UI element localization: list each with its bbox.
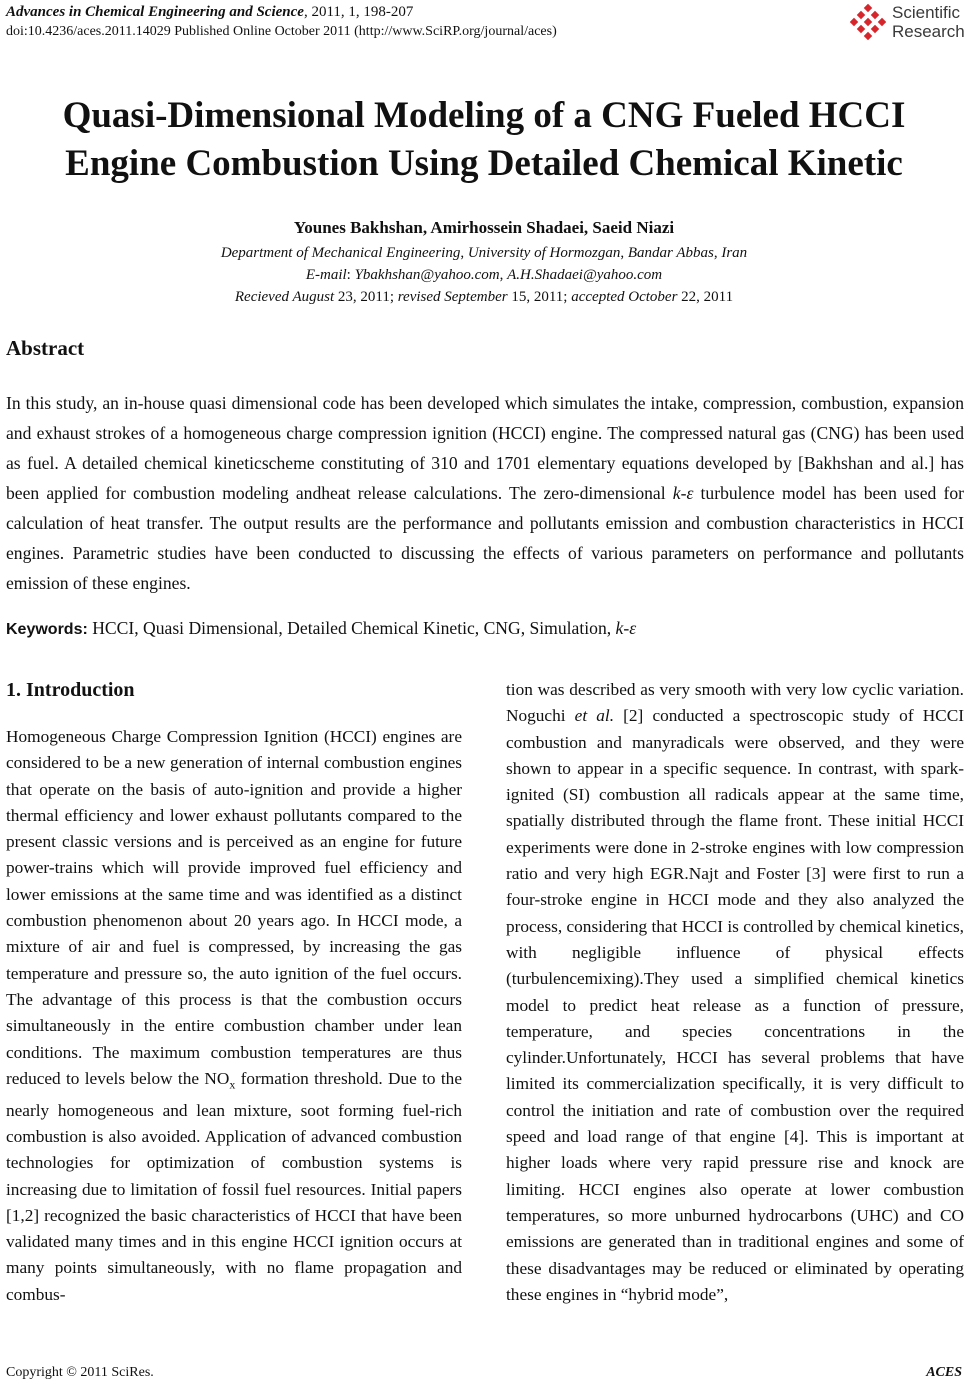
email-line: E-mail: Ybakhshan@yahoo.com, A.H.Shadaei@yahoo.com [305, 267, 663, 283]
keywords [6, 618, 636, 639]
scirp-logo-icon [850, 4, 886, 40]
doi-line: doi:10.4236/aces.2011.14029 Published Online October 2011 (http://www.SciRP.org/journal/aces) [6, 24, 557, 39]
intro-right-text-1: tion was described as very smooth with very low cyclic variation. Noguchi [506, 680, 964, 726]
email-1: Ybakhshan@yahoo.com [354, 267, 500, 283]
accepted-label: accepted October [571, 289, 678, 305]
logo-line-2: Research [892, 22, 965, 41]
abstract-text-2: turbulence model has been used for calculation of heat transfer. The output results are the performance and pollutants emission and combustion characteristics in HCCI engines. Parametric studies have been conducted to discussing the effects of various parameters on performance and pollutants emission of these engines. [6, 483, 964, 593]
journal-header [6, 4, 413, 21]
paper-title [0, 92, 968, 188]
affiliation-line: Department of Mechanical Engineering, University of Hormozgan, Bandar Abbas, Iran [220, 245, 748, 261]
intro-right-text-2: [2] conducted a spectroscopic study of HCCI combustion and manyradicals were observed, and they were shown to appear in a specific sequence. In contrast, with spark-ignited (SI) combustion all radicals appear at the same time, spatially distributed through the flame front. These initial HCCI experiments were done in 2-stroke engines with low compression ratio and very high EGR.Najt and Foster [3] were first to run a four-stroke engine in HCCI mode and they also analyzed the process, considering that HCCI is controlled by chemical kinetics, with negligible influence of physical effects (turbulencemixing).They used a simplified chemical kinetics model to predict heat release as a function of pressure, temperature, and species concentrations in the cylinder.Unfortunately, HCCI has several problems that have limited its commercialization specifically, it is very difficult to control the initiation and rate of combustion over the required speed and load range of that engine [4]. This is important at higher loads where very rapid pressure rise and knock are limiting. HCCI engines also operate at lower combustion temperatures, so more unburned hydrocarbons (UHC) and CO emissions are generated than in traditional engines and some of these disadvantages may be reduced or eliminated by operating these engines in “hybrid mode”, [506, 706, 964, 1304]
left-column [6, 676, 462, 1308]
footer-copyright: Copyright © 2011 SciRes. [6, 1365, 154, 1380]
nox-subscript: x [229, 1077, 236, 1092]
affiliation-city: Bandar Abbas [627, 245, 714, 261]
affiliation-dept: Department of Mechanical Engineering [220, 245, 461, 261]
keywords-text: HCCI, Quasi Dimensional, Detailed Chemical Kinetic, CNG, Simulation, [87, 618, 616, 638]
intro-paragraph-right [506, 677, 964, 1308]
journal-name: Advances in Chemical Engineering and Science [6, 4, 304, 20]
title-line-1: Quasi-Dimensional Modeling of a CNG Fueled HCCI [62, 95, 906, 136]
logo-line-1: Scientific [892, 3, 961, 22]
intro-right-etal: et al. [574, 706, 615, 726]
section-heading-introduction: 1. Introduction [6, 679, 135, 701]
affiliation-block [0, 242, 968, 308]
keywords-label: Keywords: [6, 621, 88, 638]
scientific-research-logo [846, 2, 968, 44]
intro-left-text-1: Homogeneous Charge Compression Ignition (HCCI) engines are considered to be a new generation of internal combustion engines that operate on the basis of auto-ignition and provide a higher thermal efficiency and lower exhaust pollutants compared to the present classic versions and is perceived as an engine for future power-trains which will provide improved fuel efficiency and lower emissions at the same time and was identified as a distinct combustion phenomenon about 20 years ago. In HCCI mode, a mixture of air and fuel is compressed, by increasing the gas temperature and pressure so, the auto ignition of the fuel occurs. The advantage of this process is that the combustion occurs simultaneously in the entire combustion chamber under lean conditions. The maximum combustion temperatures are thus reduced to levels below the NO [6, 727, 462, 1088]
right-column [506, 677, 964, 1308]
authors: Younes Bakhshan, Amirhossein Shadaei, Saeid Niazi [293, 218, 675, 237]
affiliation-country: Iran [721, 245, 748, 261]
keywords-last: k-ε [615, 618, 637, 638]
abstract-kepsilon: k-ε [672, 483, 694, 503]
revised-label: revised September [397, 289, 508, 305]
affiliation-univ: University of Hormozgan [467, 245, 621, 261]
email-2: A.H.Shadaei@yahoo.com [507, 267, 663, 283]
email-label: E-mail [305, 267, 347, 283]
dates-line [0, 286, 968, 308]
received-date: 23, 2011; [337, 289, 395, 305]
received-label: Recieved August [234, 289, 335, 305]
abstract-heading: Abstract [6, 336, 85, 360]
abstract-body [6, 388, 964, 598]
footer-journal-abbr: ACES [926, 1365, 962, 1380]
abstract-text-1: In this study, an in-house quasi dimensional code has been developed which simulates the intake, compression, combustion, expansion and exhaust strokes of a homogeneous charge compression ignition (HCCI) engine. The compressed natural gas (CNG) has been used as fuel. A detailed chemical kineticscheme constituting of 310 and 1701 elementary equations developed by [Bakhshan and al.] has been applied for combustion modeling andheat release calculations. The zero-dimensional [6, 393, 964, 503]
journal-volume: , 2011, 1, 198-207 [303, 4, 414, 20]
revised-date: 15, 2011; [511, 289, 568, 305]
intro-left-text-2: formation threshold. Due to the nearly homogeneous and lean mixture, soot forming fuel-rich combustion is also avoided. Application of advanced combustion technologies for optimization of combustion systems is increasing due to limitation of fossil fuel resources. Initial papers [1,2] recognized the basic characteristics of HCCI that have been validated many times and in this engine HCCI ignition occurs at many points simultaneously, with no flame propagation and combus- [6, 1068, 462, 1304]
intro-paragraph-left [6, 724, 462, 1308]
accepted-date: 22, 2011 [681, 289, 734, 305]
title-line-2: Engine Combustion Using Detailed Chemical Kinetic [65, 143, 903, 184]
logo-text [892, 3, 965, 41]
